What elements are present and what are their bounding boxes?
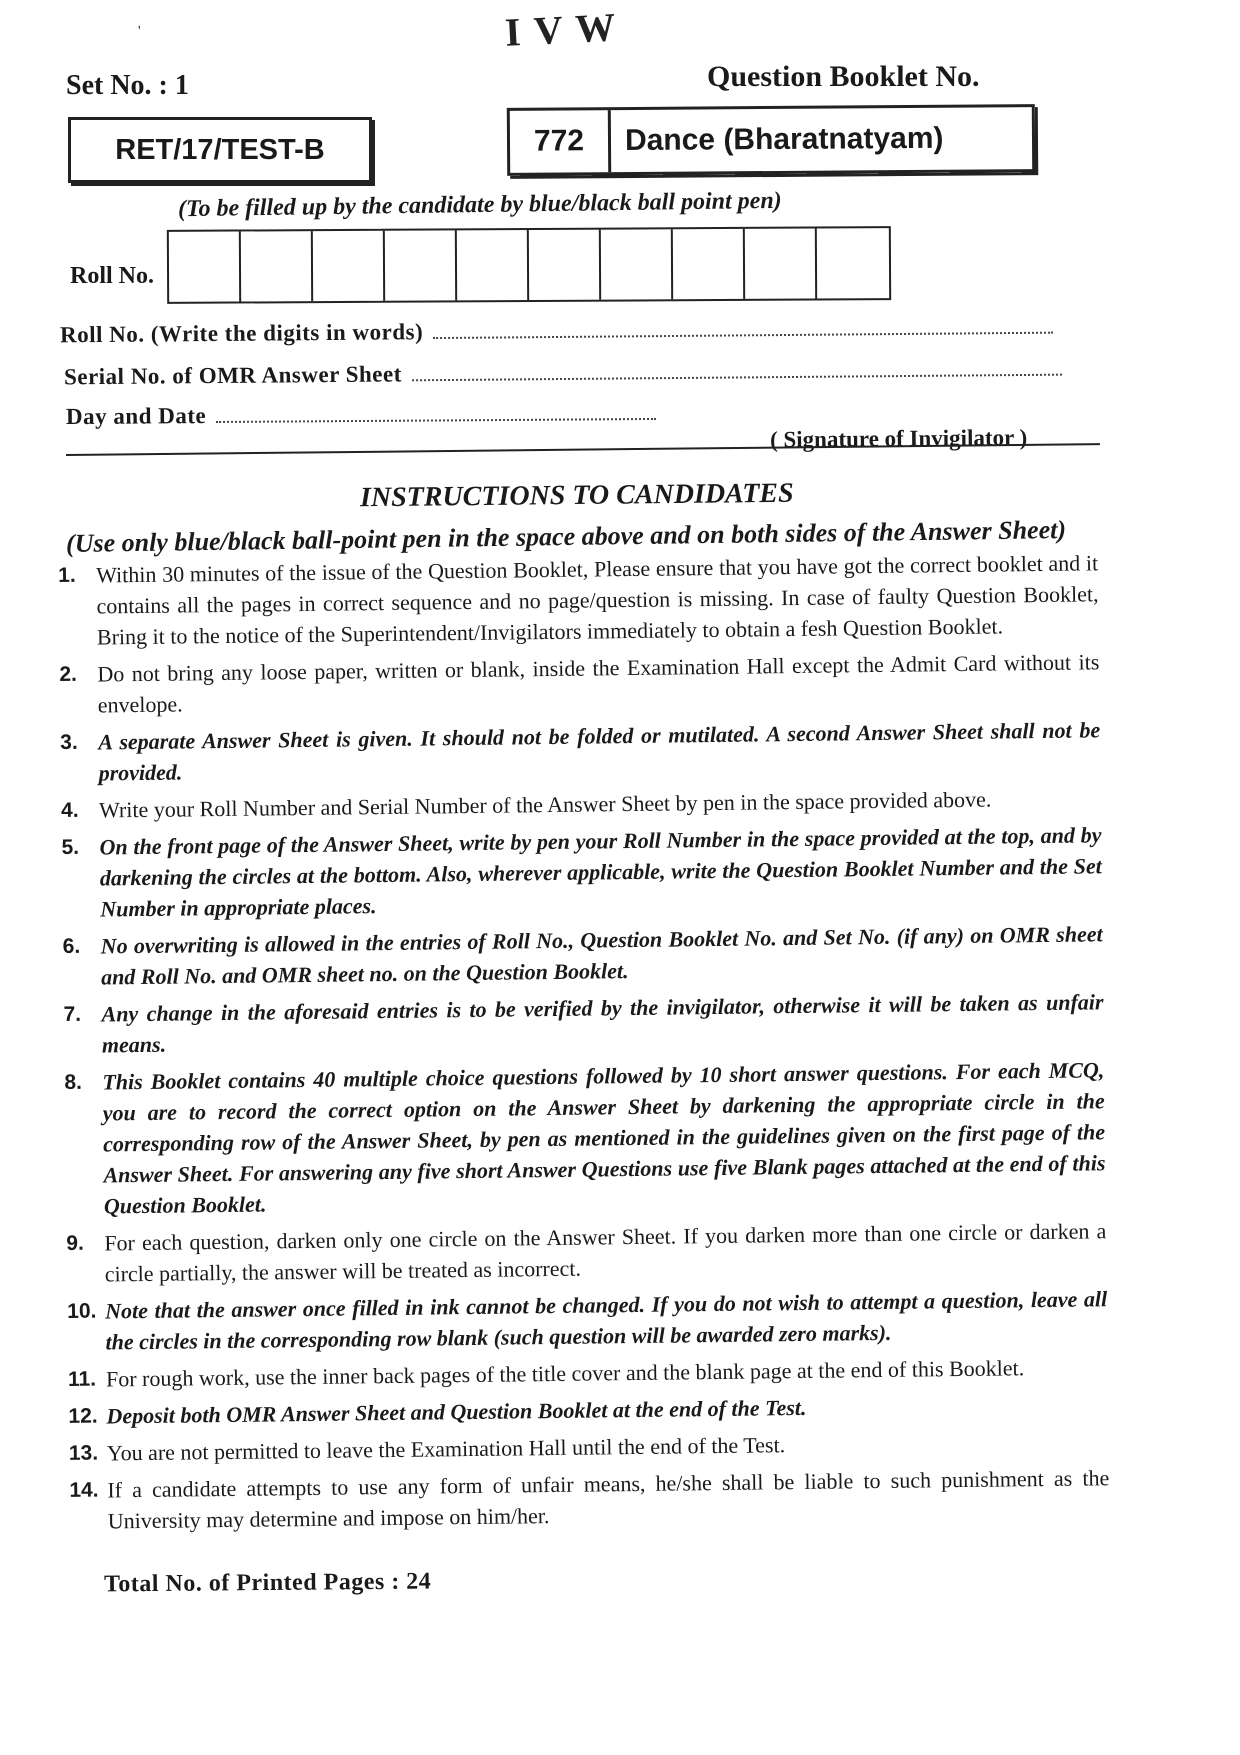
- instruction-number: 2.: [59, 662, 78, 686]
- instruction-item: [63, 918, 1104, 993]
- instruction-item: [59, 646, 1100, 721]
- instruction-text: A separate Answer Sheet is given. It should not be folded or mutilated. A second Answer Sheet shall not be provided.: [98, 717, 1101, 786]
- instruction-text: For rough work, use the inner back pages of the title cover and the blank page at the end of this Booklet.: [105, 1355, 1025, 1392]
- instruction-item: [60, 714, 1101, 789]
- instruction-item: [58, 547, 1099, 653]
- instruction-number: 6.: [62, 934, 81, 958]
- day-date-label: Day and Date: [65, 403, 207, 430]
- instruction-text: You are not permitted to leave the Examination Hall until the end of the Test.: [106, 1432, 786, 1466]
- roll-no-grid[interactable]: [167, 226, 891, 304]
- instruction-item: [68, 1351, 1108, 1395]
- instruction-item: [64, 1054, 1106, 1222]
- roll-digit-box[interactable]: [673, 229, 745, 299]
- instructions-title: INSTRUCTIONS TO CANDIDATES: [359, 477, 794, 514]
- booklet-number: 772: [510, 110, 611, 173]
- roll-digit-box[interactable]: [169, 232, 241, 302]
- instructions-subtitle: (Use only blue/black ball-point pen in the space above and on both sides of the Answer Sheet): [65, 515, 1067, 558]
- omr-serial-field[interactable]: [412, 373, 1062, 382]
- question-booklet-label: Question Booklet No.: [707, 60, 980, 93]
- instruction-item: [69, 1462, 1110, 1537]
- instruction-number: 8.: [64, 1070, 83, 1094]
- instruction-text: Do not bring any loose paper, written or blank, inside the Examination Hall except the Admit Card without its envelope.: [97, 649, 1100, 718]
- subject-title: Dance (Bharatnatyam): [624, 121, 944, 158]
- roll-digit-box[interactable]: [241, 231, 313, 301]
- handwritten-stamp: I V W: [503, 4, 619, 55]
- test-code-box: RET/17/TEST-B: [68, 117, 372, 183]
- instruction-text: If a candidate attempts to use any form of unfair means, he/she shall be liable to such punishment as the University may determine and impose on him/her.: [107, 1465, 1110, 1534]
- set-number: Set No. : 1: [66, 70, 189, 101]
- roll-digit-box[interactable]: [745, 228, 817, 298]
- instruction-number: 9.: [66, 1231, 85, 1255]
- fill-note: (To be filled up by the candidate by blue/black ball point pen): [177, 187, 782, 223]
- roll-digit-box[interactable]: [601, 229, 673, 299]
- instruction-item: [63, 986, 1104, 1061]
- roll-digit-box[interactable]: [529, 230, 601, 300]
- day-date-field[interactable]: [216, 417, 656, 423]
- instruction-text: Note that the answer once filled in ink cannot be changed. If you do not wish to attempt a question, leave all the circles in the corresponding row blank (such question will be awarded zero marks).: [105, 1286, 1108, 1355]
- instruction-item: [66, 1215, 1107, 1290]
- instruction-number: 14.: [69, 1478, 99, 1502]
- instruction-number: 11.: [67, 1367, 97, 1391]
- instruction-number: 13.: [68, 1441, 99, 1465]
- instruction-number: 3.: [60, 730, 78, 754]
- instruction-item: [67, 1283, 1108, 1358]
- omr-serial-label: Serial No. of OMR Answer Sheet: [63, 361, 402, 390]
- roll-no-words-field[interactable]: [433, 331, 1053, 339]
- instruction-text: No overwriting is allowed in the entries of Roll No., Question Booklet No. and Set No. (if any) on OMR sheet and Roll No. and OMR sheet no. on the Question Booklet.: [100, 921, 1103, 990]
- omr-serial-row: [64, 356, 1062, 391]
- instruction-text: For each question, darken only one circle on the Answer Sheet. If you darken more than one circle or darken a circle partially, the answer will be treated as incorrect.: [104, 1218, 1107, 1287]
- instruction-text: Within 30 minutes of the issue of the Question Booklet, Please ensure that you have got the correct booklet and it contains all the pages in correct sequence and no page/question is missing. In case of faulty Question Booklet, Bring it to the notice of the Superintendent/Invigilators immediately to obtain a fesh Question Booklet.: [96, 550, 1099, 650]
- roll-no-words-row: [60, 314, 1053, 349]
- invigilator-signature-label: ( Signature of Invigilator ): [769, 424, 1028, 453]
- instruction-text: This Booklet contains 40 multiple choice questions followed by 10 short answer questions. For each MCQ, you are to record the correct option on the Answer Sheet by darkening the appropriate circle in the corresponding row of the Answer Sheet, by pen as mentioned in the guidelines given on the first page of the Answer Sheet. For answering any five short Answer Questions use five Blank pages attached at the end of this Question Booklet.: [102, 1057, 1106, 1219]
- instruction-item: [68, 1388, 1108, 1432]
- roll-digit-box[interactable]: [313, 231, 385, 301]
- instruction-item: [69, 1425, 1109, 1469]
- roll-digit-box[interactable]: [817, 228, 889, 298]
- instruction-item: [61, 819, 1102, 925]
- instruction-text: On the front page of the Answer Sheet, write by pen your Roll Number in the space provided at the top, and by darkening the circles at the bottom. Also, wherever applicable, write the Question Booklet Number and the Set Number in appropriate places.: [99, 822, 1102, 922]
- instruction-text: Any change in the aforesaid entries is to be verified by the invigilator, otherwise it will be taken as unfair means.: [101, 989, 1104, 1058]
- instruction-text: Deposit both OMR Answer Sheet and Question Booklet at the end of the Test.: [106, 1394, 807, 1429]
- instruction-number: 10.: [67, 1299, 97, 1323]
- roll-digit-box[interactable]: [385, 230, 457, 300]
- instruction-number: 7.: [63, 1002, 82, 1026]
- instruction-number: 12.: [68, 1404, 98, 1428]
- instruction-number: 5.: [61, 835, 80, 859]
- instruction-number: 1.: [58, 563, 76, 587]
- instruction-text: Write your Roll Number and Serial Number of the Answer Sheet by pen in the space provided above.: [98, 786, 992, 823]
- booklet-number-box: [507, 104, 1035, 176]
- instruction-number: 4.: [60, 798, 79, 822]
- roll-no-label: Roll No.: [70, 263, 154, 289]
- day-date-row: [66, 400, 656, 430]
- instructions-list: [58, 547, 1110, 1543]
- tick-mark: ': [138, 24, 141, 39]
- roll-digit-box[interactable]: [457, 230, 529, 300]
- total-printed-pages: Total No. of Printed Pages : 24: [103, 1568, 432, 1598]
- instruction-item: [61, 782, 1101, 826]
- roll-no-words-label: Roll No. (Write the digits in words): [59, 319, 424, 348]
